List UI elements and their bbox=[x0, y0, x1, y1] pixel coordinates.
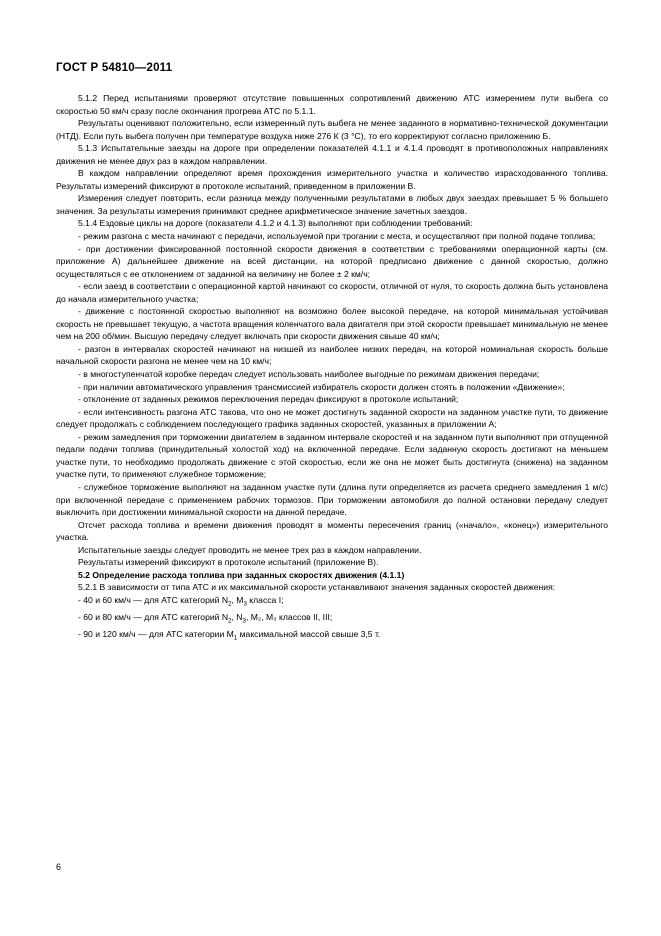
paragraph-5-1-3: 5.1.3 Испытательные заезды на дороге при определении показателей 4.1.1 и 4.1.4 проводят в противоположных направлениях движения не менее двух раз в каждом направлении. bbox=[56, 143, 608, 166]
paragraph-protocol-appendix-v: Результаты измерений фиксируют в протоколе испытаний (приложение В). bbox=[78, 557, 379, 568]
section-heading-5-2: 5.2 Определение расхода топлива при заданных скоростях движения (4.1.1) bbox=[78, 569, 405, 580]
paragraph-repeat-measurements: Измерения следует повторить, если разница между полученными результатами в любых двух заездах превышает 5 % большего значения. За результаты измерения принимают среднее арифметическое значение зачетных заездов. bbox=[56, 193, 608, 216]
list-item-insufficient-acceleration: - если интенсивность разгона АТС такова, что оно не может достигнуть заданной скорости на заданном участке пути, то движение следует продолжать с соблюдением последующего графика заданных скоростей, указанных в приложении А; bbox=[56, 406, 608, 430]
speed-item-1-sub1: 2 bbox=[228, 600, 232, 608]
page-number: 6 bbox=[56, 862, 62, 872]
speed-item-2-suffix: , M₂, M₃ классов II, III; bbox=[245, 612, 333, 623]
list-item-deviation-protocol: - отклонение от заданных режимов переключения передач фиксируют в протоколе испытаний; bbox=[78, 394, 459, 405]
speed-item-3-sub1: 1 bbox=[233, 635, 238, 643]
speed-list-item-1 bbox=[56, 594, 608, 611]
list-item-start-from-rest: - режим разгона с места начинают с передачи, используемой при трогании с места, и осуществляют при полной подаче топлива; bbox=[78, 231, 596, 242]
paragraph-each-direction: В каждом направлении определяют время прохождения измерительного участка и количество израсходованного топлива. Результаты измерений фиксируют в протоколе испытаний, приведенном в приложении В. bbox=[56, 168, 608, 191]
list-item-constant-speed-tolerance: - при достижении фиксированной постоянной скорости движения в соответствии с требованиями операционной карты (см. приложение А) дальнейшее движение на всей дистанции, на которой предписано движение с данной скоростью, должно осуществляться с ее отклонением от заданной на величину не более ± 2 км/ч; bbox=[56, 243, 608, 279]
list-item-engine-braking: - режим замедления при торможении двигателем в заданном интервале скоростей и на заданном пути выполняют при отпущенной педали подачи топлива (принудительный холостой ход) на включенной передаче. Если заданную скорость достигают на меньшем участке пути, то необходимо продолжать движение с этой скоростью, если же она не может быть достигнута (снижена) на заданном участке пути, то применяют служебное торможение; bbox=[56, 431, 608, 480]
speed-item-2-prefix: - 60 и 80 км/ч — для АТС категорий N bbox=[78, 612, 229, 623]
speed-item-2-mid: , N bbox=[231, 612, 243, 623]
speed-item-1-sub2: 3 bbox=[243, 600, 247, 608]
paragraph-5-2-1: 5.2.1 В зависимости от типа АТС и их максимальной скорости устанавливают значения заданных скоростей движения: bbox=[78, 582, 556, 593]
list-item-highest-gear: - движение с постоянной скоростью выполняют на возможно более высокой передаче, на которой минимальная устойчивая скорость не превышает текущую, а частота вращения коленчатого вала двигателя при этой скорости превышает минимальную не менее чем на 200 об/мин. Высшую передачу следует включать при скорости движения свыше 40 км/ч; bbox=[56, 306, 608, 342]
paragraph-5-1-4: 5.1.4 Ездовые циклы на дороге (показатели 4.1.2 и 4.1.3) выполняют при соблюдении требований: bbox=[78, 218, 473, 229]
document-standard-header: ГОСТ Р 54810—2011 bbox=[56, 62, 173, 74]
paragraph-results-coastdown: Результаты оценивают положительно, если измеренный путь выбега не менее заданного в нормативно-технической документации (НТД). Если путь выбега получен при температуре воздуха ниже 276 К (3 °С), то его корректируют согласно приложению Б. bbox=[56, 118, 608, 141]
document-body bbox=[56, 92, 608, 646]
speed-item-1-mid: , M bbox=[231, 594, 244, 605]
paragraph-fuel-count: Отсчет расхода топлива и времени движения проводят в моменты пересечения границ («начало», «конец») измерительного участка. bbox=[56, 519, 608, 543]
list-item-automatic-transmission: - при наличии автоматического управления трансмиссией избиратель скорости должен стоять в положении «Движение»; bbox=[78, 381, 565, 392]
list-item-acceleration-gear: - разгон в интервалах скоростей начинают на низшей из наиболее низких передач, на которой номинальная скорость больше начальной скорости разгона не менее чем на 10 км/ч; bbox=[56, 343, 608, 367]
speed-item-2-sub1: 2 bbox=[228, 617, 232, 625]
speed-item-1-prefix: - 40 и 60 км/ч — для АТС категорий N bbox=[78, 594, 229, 605]
speed-item-2-sub2: 3 bbox=[242, 617, 246, 625]
speed-item-3-suffix: максимальной массой свыше 3,5 т. bbox=[237, 629, 381, 640]
list-item-multistage-gearbox: - в многоступенчатой коробке передач следует использовать наиболее выгодные по режимам движения передачи; bbox=[78, 369, 540, 380]
paragraph-three-runs: Испытательные заезды следует проводить не менее трех раз в каждом направлении. bbox=[78, 544, 422, 555]
list-item-service-braking: - служебное торможение выполняют на заданном участке пути (длина пути определяется из расчета среднего замедления 1 м/с) при включенной передаче с применением рабочих тормозов. При торможении автомобиля до полной остановки передачу следует выключить при достижении минимальной скорости на данной передаче. bbox=[56, 481, 608, 518]
speed-item-1-suffix: класса I; bbox=[246, 594, 284, 605]
list-item-nonzero-start-speed: - если заезд в соответствии с операционной картой начинают со скорости, отличной от нуля, то скорость должна быть установлена до начала измерительного участка; bbox=[56, 281, 608, 304]
speed-list-item-3 bbox=[56, 628, 608, 645]
speed-item-3-prefix: - 90 и 120 км/ч — для АТС категории M bbox=[78, 629, 234, 640]
speed-list-item-2 bbox=[56, 611, 608, 628]
paragraph-5-1-2: 5.1.2 Перед испытаниями проверяют отсутствие повышенных сопротивлений движению АТС измерением пути выбега со скоростью 50 км/ч сразу после окончания прогрева АТС по 5.1.1. bbox=[56, 93, 608, 116]
